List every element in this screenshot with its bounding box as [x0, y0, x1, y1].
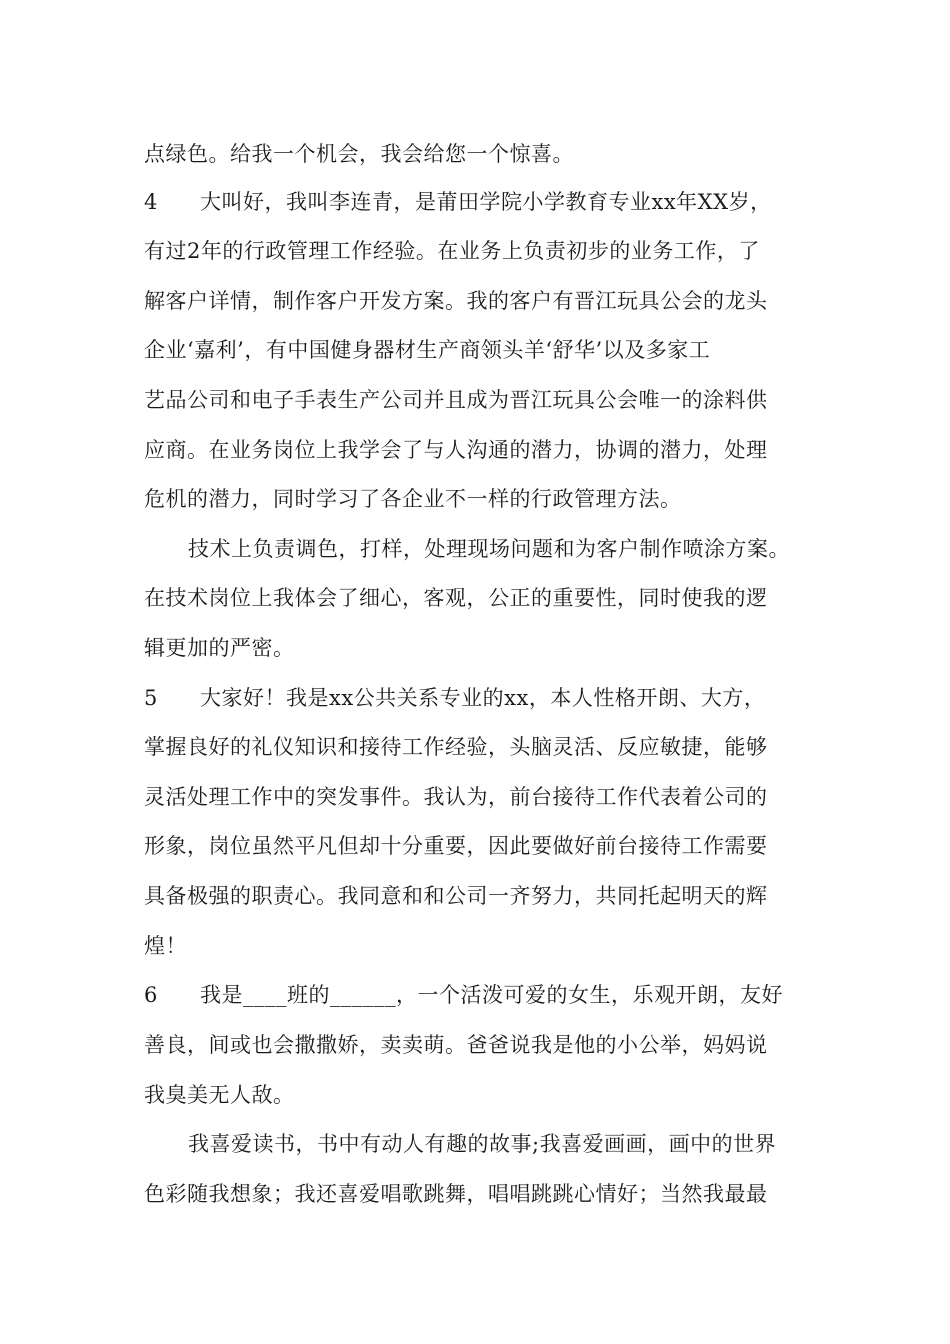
paragraph-line: 具备极强的职责心。我同意和和公司一齐努力，共同托起明天的辉 [144, 884, 768, 908]
paragraph-line: 掌握良好的礼仪知识和接待工作经验，头脑灵活、反应敏捷，能够 [144, 735, 768, 759]
paragraph-text: 我是____班的______，一个活泼可爱的女生，乐观开朗，友好 [200, 983, 783, 1007]
paragraph-line: 形象，岗位虽然平凡但却十分重要，因此要做好前台接待工作需要 [144, 834, 768, 858]
paragraph-line: 有过2年的行政管理工作经验。在业务上负责初步的业务工作，了 [144, 239, 760, 263]
paragraph-line: 企业‘嘉利’，有中国健身器材生产商领头羊‘舒华’以及多家工 [144, 338, 711, 362]
paragraph-line: 灵活处理工作中的突发事件。我认为，前台接待工作代表着公司的 [144, 785, 768, 809]
paragraph-line: 煌！ [144, 934, 187, 958]
paragraph-line: 应商。在业务岗位上我学会了与人沟通的潜力，协调的潜力，处理 [144, 438, 768, 462]
numbered-paragraph-line [144, 981, 783, 1009]
paragraph-line: 色彩随我想象；我还喜爱唱歌跳舞，唱唱跳跳心情好；当然我最最 [144, 1182, 768, 1206]
paragraph-line: 善良，间或也会撒撒娇，卖卖萌。爸爸说我是他的小公举，妈妈说 [144, 1033, 768, 1057]
paragraph-line: 艺品公司和电子手表生产公司并且成为晋江玩具公会唯一的涂料供 [144, 388, 768, 412]
paragraph-line: 点绿色。给我一个机会，我会给您一个惊喜。 [144, 142, 574, 166]
paragraph-line: 我臭美无人敌。 [144, 1083, 295, 1107]
numbered-paragraph-line [144, 684, 765, 712]
paragraph-line: 辑更加的严密。 [144, 636, 295, 660]
paragraph-number: 4 [144, 190, 158, 214]
paragraph-number: 6 [144, 983, 158, 1007]
paragraph-line: 解客户详情，制作客户开发方案。我的客户有晋江玩具公会的龙头 [144, 289, 768, 313]
paragraph-line: 危机的潜力，同时学习了各企业不一样的行政管理方法。 [144, 487, 682, 511]
paragraph-line: 我喜爱读书，书中有动人有趣的故事;我喜爱画画，画中的世界 [188, 1132, 777, 1156]
paragraph-line: 在技术岗位上我体会了细心，客观，公正的重要性，同时使我的逻 [144, 586, 768, 610]
paragraph-text: 大家好！我是xx公共关系专业的xx，本人性格开朗、大方， [200, 686, 766, 710]
paragraph-line: 技术上负责调色，打样，处理现场问题和为客户制作喷涂方案。 [188, 537, 790, 561]
numbered-paragraph-line [144, 188, 772, 216]
paragraph-number: 5 [144, 686, 158, 710]
paragraph-text: 大叫好，我叫李连青，是莆田学院小学教育专业xx年XX岁， [200, 190, 772, 214]
